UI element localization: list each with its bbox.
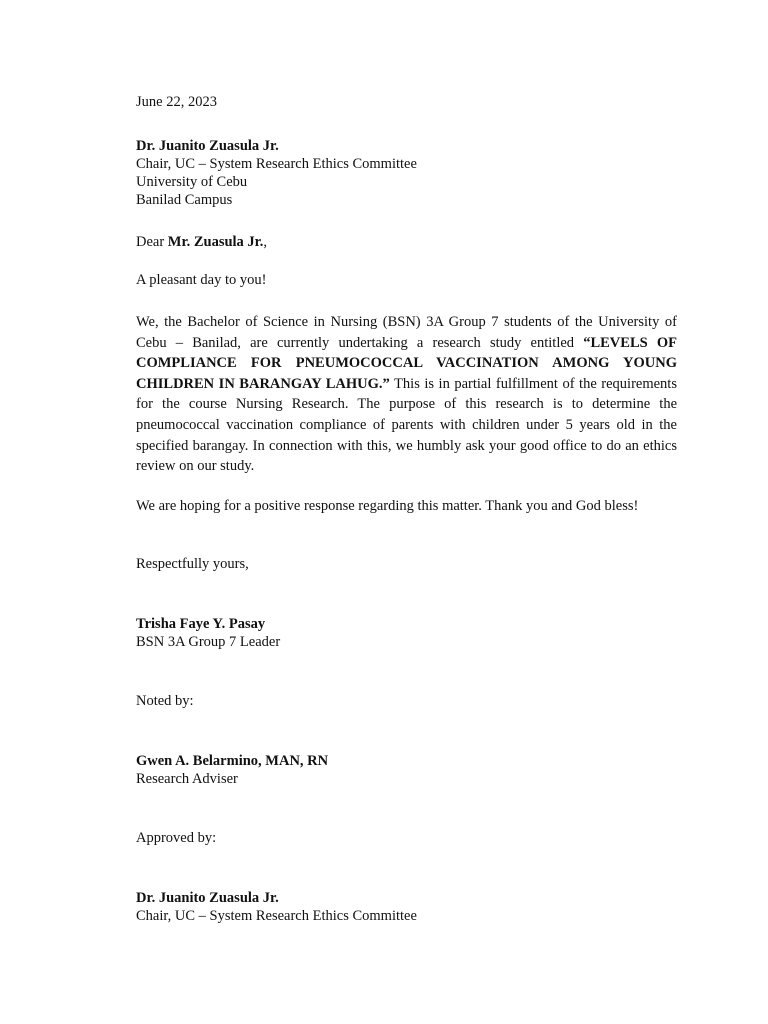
approver-name: Dr. Juanito Zuasula Jr.	[136, 890, 279, 906]
adviser-title: Research Adviser	[136, 771, 238, 787]
greeting	[136, 271, 677, 289]
sender-title: BSN 3A Group 7 Leader	[136, 634, 281, 650]
body-paragraph	[136, 312, 677, 477]
approved-label-text: Approved by:	[136, 830, 217, 846]
salutation	[136, 233, 677, 251]
recipient-address-block	[136, 137, 677, 209]
valediction-text: Respectfully yours,	[136, 556, 249, 572]
recipient-position: Chair, UC – System Research Ethics Committee	[136, 156, 417, 172]
body-rest: This is in partial fulfillment of the requirements for the course Nursing Research. The purpose of this research is to determine the pneumococcal vaccination compliance of parents with children under 5 years old in the specified barangay. In connection with this, we humbly ask your good office to do an ethics review on our study.	[136, 375, 677, 475]
sender-signature-block	[136, 615, 677, 651]
adviser-name: Gwen A. Belarmino, MAN, RN	[136, 753, 329, 769]
approver-title: Chair, UC – System Research Ethics Committee	[136, 908, 417, 924]
date-text: June 22, 2023	[136, 94, 217, 110]
recipient-name: Dr. Juanito Zuasula Jr.	[136, 138, 279, 154]
greeting-text: A pleasant day to you!	[136, 272, 267, 288]
salutation-name: Mr. Zuasula Jr.	[167, 234, 264, 250]
closing-text: We are hoping for a positive response regarding this matter. Thank you and God bless!	[136, 498, 639, 514]
body-intro: We, the Bachelor of Science in Nursing (BSN) 3A Group 7 students of the University of Cebu – Banilad, are currently undertaking a research study entitled	[136, 314, 677, 351]
noted-by-label	[136, 692, 677, 710]
sender-name: Trisha Faye Y. Pasay	[136, 616, 266, 632]
recipient-institution: University of Cebu	[136, 174, 248, 190]
salutation-prefix: Dear	[136, 234, 168, 250]
salutation-suffix: ,	[263, 234, 268, 250]
letter-date	[136, 93, 677, 111]
closing-paragraph	[136, 497, 677, 515]
approved-by-label	[136, 829, 677, 847]
study-title: “LEVELS OF COMPLIANCE FOR PNEUMOCOCCAL VACCINATION AMONG YOUNG CHILDREN IN BARANGAY LAHUG.”	[136, 334, 677, 392]
recipient-campus: Banilad Campus	[136, 192, 233, 208]
approver-signature-block	[136, 889, 677, 925]
valediction	[136, 555, 677, 573]
noted-label-text: Noted by:	[136, 693, 194, 709]
adviser-signature-block	[136, 752, 677, 788]
